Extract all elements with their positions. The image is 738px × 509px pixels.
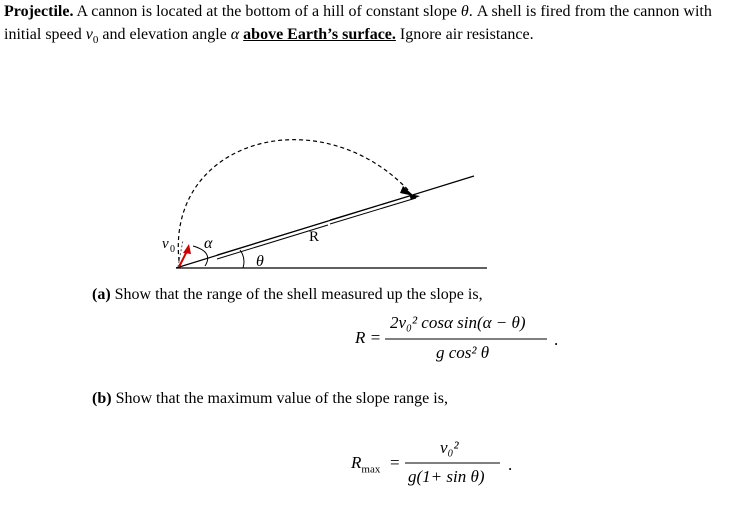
alpha-symbol: α — [230, 26, 240, 43]
v0-label: v — [162, 236, 169, 252]
v0-symbol: v — [85, 26, 93, 43]
theta-symbol: θ — [460, 3, 469, 20]
part-b-numerator: v₀² — [440, 438, 459, 457]
intro-text-5: Ignore air resistance. — [395, 26, 534, 43]
velocity-arrowhead — [183, 244, 191, 254]
part-b-label: (b) — [92, 390, 112, 407]
range-line-2b — [330, 198, 416, 224]
v0-subscript: 0 — [92, 34, 99, 47]
part-b-denominator: g(1+ sin θ) — [408, 467, 485, 486]
v0-label-sub: 0 — [170, 244, 175, 255]
part-a — [92, 286, 483, 304]
range-line-2a — [330, 194, 416, 220]
theta-label: θ — [256, 253, 264, 270]
part-a-period: . — [554, 330, 559, 349]
part-b-lhs-sub: max — [361, 463, 381, 476]
part-a-lhs: R = — [355, 328, 382, 347]
part-a-denominator: g cos² θ — [436, 343, 490, 362]
part-a-numerator: 2v₀² cosα sin(α − θ) — [390, 313, 526, 332]
intro-text-2: . A shell is fired from the cannon with initial speed — [4, 3, 712, 43]
alpha-label: α — [204, 235, 213, 252]
intro-text-1: A cannon is located at the bottom of a hill of constant slope — [73, 3, 461, 20]
part-b-period: . — [508, 455, 513, 474]
intro-text-3: and elevation angle — [98, 26, 231, 43]
trajectory-arrowhead — [400, 186, 414, 196]
underlined-phrase: above Earth’s surface. — [243, 26, 396, 43]
problem-title: Projectile. — [4, 3, 74, 20]
part-b-lhs-R: R — [351, 453, 362, 472]
part-b-equals: = — [390, 453, 400, 472]
theta-arc — [240, 250, 244, 268]
part-a-label: (a) — [92, 286, 111, 303]
range-label: R — [309, 229, 320, 245]
trajectory-path — [178, 140, 410, 268]
part-b-lhs — [351, 453, 380, 475]
part-b-text: Show that the maximum value of the slope range is, — [111, 390, 448, 407]
part-a-text: Show that the range of the shell measured up the slope is, — [110, 286, 483, 303]
part-b — [92, 390, 448, 408]
